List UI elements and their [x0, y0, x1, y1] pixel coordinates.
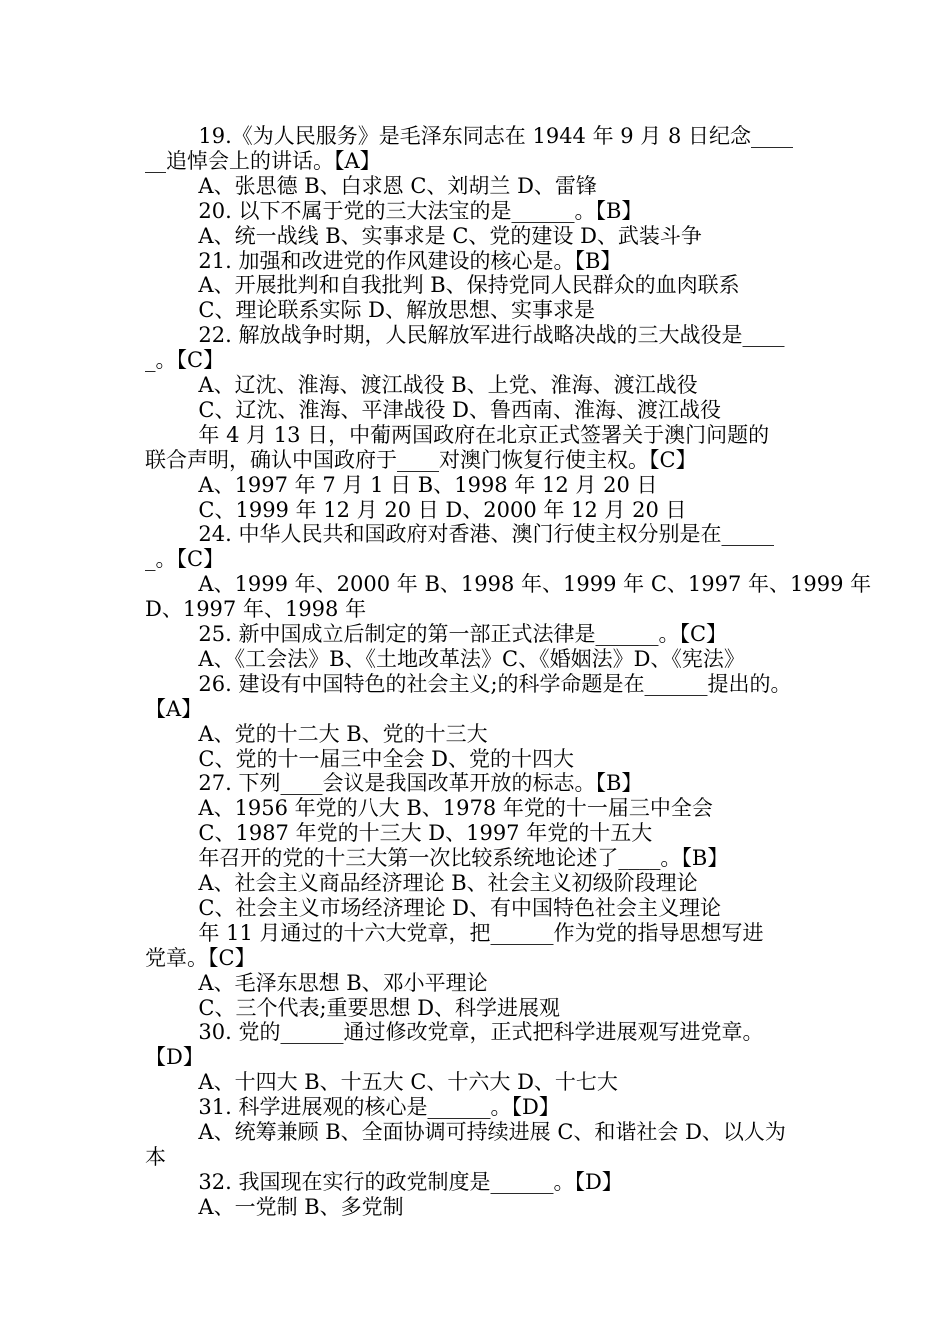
text-line: A、开展批判和自我批判 B、保持党同人民群众的血肉联系 — [145, 273, 740, 298]
text-line: 【D】 — [145, 1045, 204, 1070]
text-line: A、1997 年 7 月 1 日 B、1998 年 12 月 20 日 — [145, 472, 658, 497]
text-line: C、社会主义市场经济理论 D、有中国特色社会主义理论 — [145, 895, 721, 920]
text-line: 25. 新中国成立后制定的第一部正式法律是______。【C】 — [145, 622, 728, 646]
text-line: C、三个代表;重要思想 D、科学进展观 — [145, 995, 561, 1020]
text-line: C、党的十一届三中全会 D、党的十四大 — [145, 746, 574, 771]
text-line: A、一党制 B、多党制 — [145, 1194, 404, 1219]
text-line: A、张思德 B、白求恩 C、刘胡兰 D、雷锋 — [145, 173, 597, 198]
text-line: 30. 党的______通过修改党章，正式把科学进展观写进党章。 — [145, 1020, 764, 1045]
text-line: 22. 解放战争时期，人民解放军进行战略决战的三大战役是____ — [145, 323, 785, 348]
text-line: 年 4 月 13 日，中葡两国政府在北京正式签署关于澳门问题的 — [145, 422, 770, 447]
text-line: A、1956 年党的八大 B、1978 年党的十一届三中全会 — [145, 796, 713, 821]
text-line: A、社会主义商品经济理论 B、社会主义初级阶段理论 — [145, 871, 698, 895]
text-line: A、十四大 B、十五大 C、十六大 D、十七大 — [145, 1070, 618, 1095]
text-line: A、党的十二大 B、党的十三大 — [145, 721, 488, 746]
text-line: 32. 我国现在实行的政党制度是______。【D】 — [145, 1169, 623, 1194]
text-line: C、辽沈、淮海、平津战役 D、鲁西南、淮海、渡江战役 — [145, 397, 721, 422]
text-line: 【A】 — [145, 696, 203, 721]
text-line: 19.《为人民服务》是毛泽东同志在 1944 年 9 月 8 日纪念____ — [145, 124, 794, 148]
text-line: 本 — [145, 1144, 166, 1169]
text-line: D、1997 年、1998 年 — [145, 597, 367, 622]
text-line: 24. 中华人民共和国政府对香港、澳门行使主权分别是在_____ — [145, 522, 774, 547]
text-line: 27. 下列____会议是我国改革开放的标志。【B】 — [145, 771, 643, 796]
text-line: 31. 科学进展观的核心是______。【D】 — [145, 1095, 560, 1120]
text-line: 党章。【C】 — [145, 945, 256, 970]
text-line: _。【C】 — [145, 547, 225, 572]
text-line: C、1999 年 12 月 20 日 D、2000 年 12 月 20 日 — [145, 497, 687, 522]
text-line: 联合声明，确认中国政府于____对澳门恢复行使主权。【C】 — [145, 447, 697, 472]
text-line: 21. 加强和改进党的作风建设的核心是。【B】 — [145, 248, 622, 273]
text-line: 20. 以下不属于党的三大法宝的是______。【B】 — [145, 198, 643, 223]
text-line: A、统筹兼顾 B、全面协调可持续进展 C、和谐社会 D、以人为 — [145, 1120, 786, 1144]
text-line: __追悼会上的讲话。【A】 — [145, 148, 381, 173]
text-line: _。【C】 — [145, 348, 225, 373]
text-line: A、辽沈、淮海、渡江战役 B、上党、淮海、渡江战役 — [145, 373, 698, 397]
text-line: 年 11 月通过的十六大党章，把______作为党的指导思想写进 — [145, 920, 764, 945]
text-line: C、1987 年党的十三大 D、1997 年党的十五大 — [145, 821, 653, 846]
text-line: C、理论联系实际 D、解放思想、实事求是 — [145, 298, 595, 323]
text-line: 年召开的党的十三大第一次比较系统地论述了____。【B】 — [145, 846, 729, 871]
text-line: 26. 建设有中国特色的社会主义;的科学命题是在______提出的。 — [145, 671, 792, 696]
text-line: A、统一战线 B、实事求是 C、党的建设 D、武装斗争 — [145, 223, 702, 248]
text-line: A、《工会法》B、《土地改革法》C、《婚姻法》D、《宪法》 — [145, 646, 745, 671]
text-line: A、毛泽东思想 B、邓小平理论 — [145, 970, 488, 995]
text-line: A、1999 年、2000 年 B、1998 年、1999 年 C、1997 年、1999 年 — [145, 572, 872, 597]
